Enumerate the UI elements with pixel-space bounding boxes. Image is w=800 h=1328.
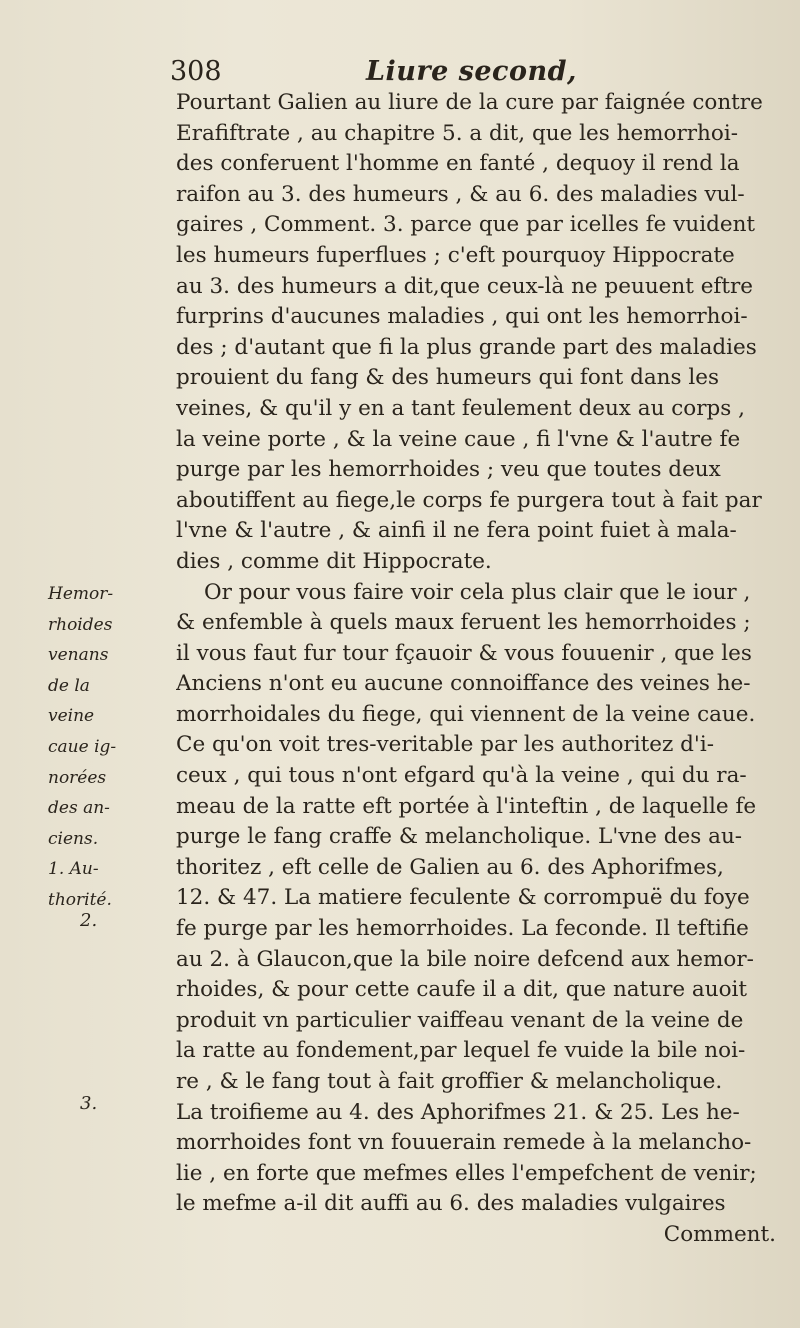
text-line: lie , en forte que mefmes elles l'empefchent de venir; bbox=[176, 1160, 757, 1186]
text-line: purge par les hemorrhoides ; veu que toutes deux bbox=[176, 457, 721, 483]
text-line: morrhoidales du fiege, qui viennent de la veine caue. bbox=[176, 701, 756, 727]
text-line: il vous faut fur tour fçauoir & vous fouuenir , que les bbox=[176, 640, 752, 666]
margin-note-line: norées bbox=[48, 767, 107, 788]
paragraph-start-line: Or pour vous faire voir cela plus clair que le iour , bbox=[204, 579, 751, 605]
margin-number: 2. bbox=[80, 910, 98, 931]
margin-note-line: rhoides bbox=[48, 614, 113, 635]
text-line: furprins d'aucunes maladies , qui ont les hemorrhoi- bbox=[176, 304, 748, 330]
text-line: Ce qu'on voit tres-veritable par les authoritez d'i- bbox=[176, 732, 714, 758]
text-line: fe purge par les hemorrhoides. La feconde. Il teftifie bbox=[176, 916, 749, 942]
text-line: l'vne & l'autre , & ainfi il ne fera point fuiet à mala- bbox=[176, 518, 737, 544]
text-line: Pourtant Galien au liure de la cure par faignée contre bbox=[176, 90, 763, 115]
text-line: re , & le fang tout à fait groffier & melancholique. bbox=[176, 1069, 723, 1094]
text-line: thoritez , eft celle de Galien au 6. des Aphorifmes, bbox=[176, 854, 724, 880]
text-line: veines, & qu'il y en a tant feulement deux au corps , bbox=[176, 395, 745, 421]
text-line: Erafiftrate , au chapitre 5. a dit, que les hemorrhoi- bbox=[176, 120, 738, 146]
text-line: Anciens n'ont eu aucune connoiffance des veines he- bbox=[176, 671, 751, 697]
margin-note-line: des an- bbox=[48, 798, 110, 819]
text-line: prouient du fang & des humeurs qui font dans les bbox=[176, 365, 720, 391]
text-line: purge le fang craffe & melancholique. L'vne des au- bbox=[176, 824, 743, 850]
text-line: des ; d'autant que fi la plus grande part des maladies bbox=[176, 334, 757, 360]
text-line: 12. & 47. La matiere feculente & corrompuë du foye bbox=[176, 885, 750, 911]
margin-note-line: 1. Au- bbox=[48, 859, 99, 880]
catchword: Comment. bbox=[663, 1221, 776, 1247]
text-line: meau de la ratte eft portée à l'inteftin , de laquelle fe bbox=[176, 793, 757, 819]
body-text bbox=[176, 88, 782, 1251]
text-line: raifon au 3. des humeurs , & au 6. des maladies vul- bbox=[176, 181, 745, 207]
text-line: ceux , qui tous n'ont efgard qu'à la veine , qui du ra- bbox=[176, 763, 747, 789]
margin-note-line: thorité. bbox=[48, 889, 112, 910]
margin-note-line: Hemor- bbox=[48, 584, 114, 604]
text-line: le mefme a-il dit auffi au 6. des maladies vulgaires bbox=[176, 1191, 726, 1217]
margin-number: 3. bbox=[80, 1093, 98, 1114]
margin-note bbox=[48, 579, 158, 916]
margin-note-line: caue ig- bbox=[48, 736, 117, 757]
text-line: au 2. à Glaucon,que la bile noire defcend aux hemor- bbox=[176, 946, 754, 972]
text-line: la veine porte , & la veine caue , fi l'vne & l'autre fe bbox=[176, 426, 741, 452]
text-line: des conferuent l'homme en fanté , dequoy il rend la bbox=[176, 151, 740, 177]
text-line: gaires , Comment. 3. parce que par icelles fe vuident bbox=[176, 212, 756, 238]
text-line: aboutiffent au fiege,le corps fe purgera tout à fait par bbox=[176, 487, 762, 513]
margin-note-line: de la bbox=[48, 675, 90, 696]
page-header bbox=[170, 52, 620, 92]
text-line: rhoides, & pour cette caufe il a dit, que nature auoit bbox=[176, 977, 748, 1003]
text-line: La troifieme au 4. des Aphorifmes 21. & 25. Les he- bbox=[176, 1099, 740, 1125]
text-line: morrhoides font vn fouuerain remede à la melancho- bbox=[176, 1130, 752, 1156]
margin-note-line: venans bbox=[48, 645, 109, 666]
margin-note-line: ciens. bbox=[48, 828, 99, 849]
running-title: Liure second, bbox=[366, 56, 577, 87]
text-line: les humeurs fuperflues ; c'eft pourquoy Hippocrate bbox=[176, 242, 735, 268]
text-line: au 3. des humeurs a dit,que ceux-là ne peuuent eftre bbox=[176, 273, 754, 299]
page-number: 308 bbox=[170, 56, 222, 87]
text-line: dies , comme dit Hippocrate. bbox=[176, 548, 492, 574]
text-line: & enfemble à quels maux feruent les hemorrhoides ; bbox=[176, 610, 751, 636]
text-line: la ratte au fondement,par lequel fe vuide la bile noi- bbox=[176, 1038, 746, 1064]
margin-note-line: veine bbox=[48, 706, 95, 727]
text-line: produit vn particulier vaiffeau venant de la veine de bbox=[176, 1007, 744, 1033]
